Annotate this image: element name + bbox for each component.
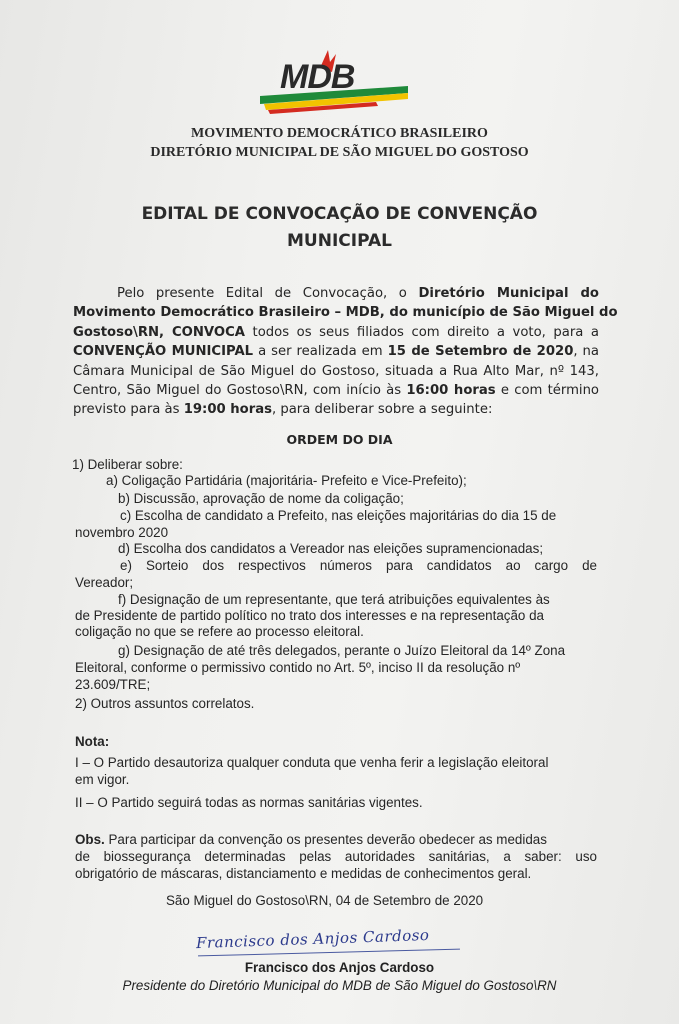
- intro-line: [73, 381, 599, 400]
- text-bold: Gostoso\RN, CONVOCA: [73, 324, 245, 340]
- intro-line: [73, 400, 599, 419]
- logo-text: MDB: [280, 58, 355, 96]
- text: , para deliberar sobre a seguinte:: [271, 402, 493, 418]
- agenda-item-f-cont: de Presidente de partido político no trato dos interesses e na representação da: [75, 608, 544, 623]
- agenda-item-2: 2) Outros assuntos correlatos.: [75, 696, 255, 711]
- agenda-item-g-cont: Eleitoral, conforme o permissivo contido no Art. 5º, inciso II da resolução nº: [75, 660, 521, 675]
- text-bold: 19:00 horas: [183, 402, 272, 418]
- agenda-item-f-cont: coligação no que se refere ao processo eleitoral.: [75, 624, 364, 639]
- page-title-line2: MUNICIPAL: [287, 231, 392, 251]
- org-name: MOVIMENTO DEMOCRÁTICO BRASILEIRO: [191, 126, 488, 141]
- obs-line: obrigatório de máscaras, distanciamento e medidas de conhecimentos geral.: [75, 866, 532, 881]
- intro-line: [73, 303, 618, 322]
- text: Pelo presente Edital de Convocação, o: [117, 286, 419, 301]
- place-date: São Miguel do Gostoso\RN, 04 de Setembro de 2020: [166, 893, 484, 908]
- nota-item-2: II – O Partido seguirá todas as normas sanitárias vigentes.: [75, 795, 423, 810]
- intro-line: [73, 362, 599, 381]
- mdb-logo: [258, 48, 410, 116]
- intro-line: [73, 342, 599, 361]
- obs-label: Obs.: [75, 832, 105, 847]
- agenda-item-g: g) Designação de até três delegados, perante o Juízo Eleitoral da 14º Zona: [118, 643, 566, 658]
- signer-role: Presidente do Diretório Municipal do MDB de São Miguel do Gostoso\RN: [122, 978, 557, 993]
- intro-paragraph: [73, 284, 618, 420]
- agenda-item-c-cont: novembro 2020: [75, 525, 169, 540]
- text: previsto para às: [73, 402, 184, 418]
- agenda-item-1: 1) Deliberar sobre:: [72, 457, 183, 472]
- obs-line: de biossegurança determinadas pelas autoridades sanitárias, a saber: uso: [75, 849, 597, 864]
- text: todos os seus filiados com direito a voto, para a: [244, 324, 599, 340]
- signer-name: Francisco dos Anjos Cardoso: [244, 960, 435, 975]
- handwritten-signature: Francisco dos Anjos Cardoso: [195, 925, 430, 953]
- text-bold: 16:00 horas: [406, 383, 496, 399]
- text: e com término: [495, 383, 599, 399]
- page-title-line1: EDITAL DE CONVOCAÇÃO DE CONVENÇÃO: [141, 204, 538, 224]
- text: Centro, São Miguel do Gostoso\RN, com início às: [73, 383, 407, 399]
- ordem-heading: ORDEM DO DIA: [286, 432, 393, 447]
- text-bold: Movimento Democrático Brasileiro – MDB, do município de São Miguel do: [73, 305, 618, 321]
- text-bold: Diretório Municipal do: [418, 286, 599, 301]
- text: a ser realizada em: [253, 344, 388, 360]
- agenda-item-b: b) Discussão, aprovação de nome da coligação;: [118, 491, 404, 506]
- intro-line: [73, 284, 599, 303]
- obs-line: [75, 832, 547, 847]
- text: Para participar da convenção os presentes deverão obedecer as medidas: [104, 832, 547, 847]
- agenda-item-f: f) Designação de um representante, que terá atribuições equivalentes às: [118, 592, 550, 607]
- text: Câmara Municipal de São Miguel do Gostoso, situada a Rua Alto Mar, nº 143,: [73, 363, 599, 379]
- agenda-item-d: d) Escolha dos candidatos a Vereador nas eleições supramencionadas;: [118, 541, 544, 556]
- text: , na: [573, 344, 599, 360]
- agenda-item-e: e) Sorteio dos respectivos números para candidatos ao cargo de: [120, 558, 597, 573]
- agenda-item-a: a) Coligação Partidária (majoritária- Prefeito e Vice-Prefeito);: [106, 473, 467, 488]
- text-bold: CONVENÇÃO MUNICIPAL: [73, 344, 254, 360]
- agenda-item-e-cont: Vereador;: [75, 575, 134, 590]
- text-bold: 15 de Setembro de 2020: [387, 344, 574, 360]
- nota-heading: Nota:: [75, 734, 110, 749]
- nota-item-1-cont: em vigor.: [75, 772, 130, 787]
- org-directory: DIRETÓRIO MUNICIPAL DE SÃO MIGUEL DO GOSTOSO: [150, 145, 529, 160]
- intro-line: [73, 323, 599, 342]
- nota-item-1: I – O Partido desautoriza qualquer conduta que venha ferir a legislação eleitoral: [75, 755, 549, 770]
- agenda-item-c: c) Escolha de candidato a Prefeito, nas eleições majoritárias do dia 15 de: [120, 508, 557, 523]
- agenda-item-g-cont: 23.609/TRE;: [75, 677, 151, 692]
